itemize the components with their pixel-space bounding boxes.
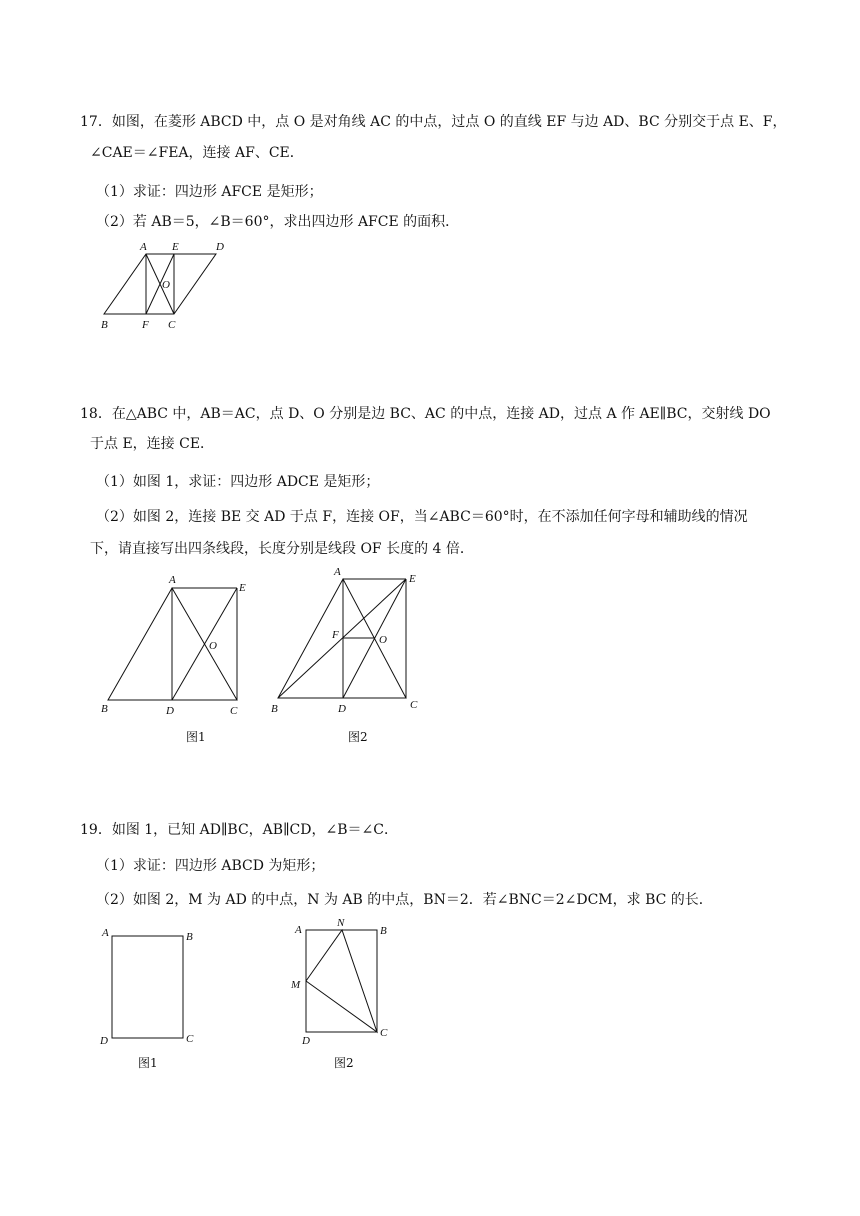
- label-c: C: [380, 1027, 388, 1039]
- label-d: D: [100, 1035, 108, 1047]
- segments-mn-nc-cm: [306, 930, 377, 1032]
- q18-part2-line2: 下，请直接写出四条线段，长度分别是线段 OF 长度的 4 倍．: [90, 541, 474, 557]
- q18-figure-1-caption: 图1: [186, 730, 206, 744]
- label-d: D: [338, 703, 346, 715]
- label-b: B: [101, 703, 108, 715]
- label-b: B: [271, 703, 278, 715]
- q18-figure-2: [266, 560, 432, 718]
- label-o: O: [209, 640, 217, 652]
- q17-stem-line1: 17．如图，在菱形 ABCD 中，点 O 是对角线 AC 的中点，过点 O 的直线 EF 与边 AD、BC 分别交于点 E、F，: [80, 114, 787, 130]
- q19-stem: 19．如图 1，已知 AD∥BC，AB∥CD，∠B＝∠C．: [80, 822, 398, 838]
- label-o: O: [162, 279, 170, 291]
- q18-figure-1: [96, 568, 256, 718]
- label-d: D: [166, 705, 174, 717]
- label-e: E: [172, 241, 179, 253]
- q17-figure: [96, 238, 226, 334]
- q18-part1: （1）如图 1，求证：四边形 ADCE 是矩形；: [96, 474, 380, 490]
- q18-stem-line1: 18．在△ABC 中，AB＝AC，点 D、O 分别是边 BC、AC 的中点，连接 AD，过点 A 作 AE∥BC，交射线 DO: [80, 406, 771, 422]
- q19-part2: （2）如图 2，M 为 AD 的中点，N 为 AB 的中点，BN＝2．若∠BNC＝2∠DCM，求 BC 的长．: [96, 892, 713, 908]
- label-b: B: [380, 925, 387, 937]
- label-c: C: [168, 319, 176, 331]
- q19-figure-2-caption: 图2: [334, 1056, 354, 1070]
- label-b: B: [101, 319, 108, 331]
- rectangle-abcd: [112, 936, 183, 1038]
- label-e: E: [409, 573, 416, 585]
- label-d: D: [302, 1035, 310, 1047]
- label-a: A: [295, 924, 302, 936]
- label-c: C: [410, 699, 418, 711]
- q17-stem-line2: ∠CAE＝∠FEA，连接 AF、CE．: [90, 145, 304, 161]
- q18-stem-line2: 于点 E，连接 CE．: [90, 436, 215, 452]
- label-b: B: [186, 931, 193, 943]
- label-f: F: [332, 629, 339, 641]
- q19-part1: （1）求证：四边形 ABCD 为矩形；: [96, 858, 325, 874]
- label-f: F: [142, 319, 149, 331]
- label-a: A: [102, 927, 109, 939]
- label-d: D: [216, 241, 224, 253]
- q17-part2: （2）若 AB＝5，∠B＝60°，求出四边形 AFCE 的面积．: [96, 214, 460, 230]
- label-e: E: [239, 582, 246, 594]
- label-a: A: [140, 241, 147, 253]
- q19-figure-1: [96, 924, 206, 1048]
- label-o: O: [379, 634, 387, 646]
- q19-figure-1-caption: 图1: [138, 1056, 158, 1070]
- q18-part2-line1: （2）如图 2，连接 BE 交 AD 于点 F，连接 OF，当∠ABC＝60°时，在不添加任何字母和辅助线的情况: [96, 509, 748, 525]
- q17-part1: （1）求证：四边形 AFCE 是矩形；: [96, 184, 323, 200]
- rectangle-abcd: [306, 930, 377, 1032]
- label-c: C: [230, 705, 238, 717]
- label-m: M: [291, 979, 301, 991]
- label-n: N: [337, 917, 345, 929]
- label-a: A: [334, 566, 341, 578]
- q19-figure-2: [286, 914, 396, 1050]
- label-c: C: [186, 1033, 194, 1045]
- q18-figure-2-caption: 图2: [348, 730, 368, 744]
- label-a: A: [169, 574, 176, 586]
